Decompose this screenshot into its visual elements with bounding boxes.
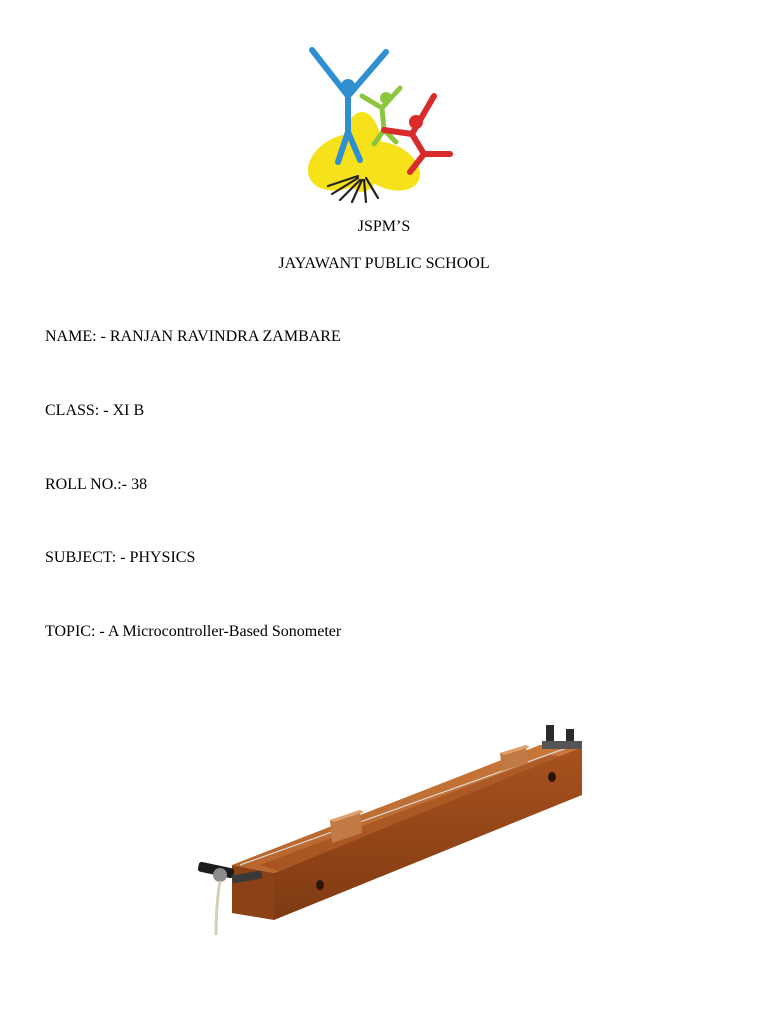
topic-label: TOPIC: - [45, 623, 108, 640]
class-field [45, 401, 144, 421]
name-value: RANJAN RAVINDRA ZAMBARE [109, 328, 341, 345]
class-label: CLASS: - [45, 402, 113, 419]
roll-no-value: 38 [131, 476, 148, 493]
subject-value: PHYSICS [129, 549, 196, 566]
topic-value: A Microcontroller-Based Sonometer [107, 623, 342, 640]
subject-field [45, 548, 195, 568]
school-name: JAYAWANT PUBLIC SCHOOL [278, 255, 490, 272]
org-short-name: JSPM’S [357, 218, 411, 235]
name-field [45, 327, 341, 347]
subject-label: SUBJECT: - [45, 549, 130, 566]
topic-field [45, 622, 341, 642]
roll-no-label: ROLL NO.:- [45, 476, 132, 493]
sonometer-image [190, 715, 590, 940]
name-label: NAME: - [45, 328, 110, 345]
roll-no-field [45, 475, 147, 495]
school-logo [300, 44, 460, 204]
class-value: XI B [112, 402, 145, 419]
